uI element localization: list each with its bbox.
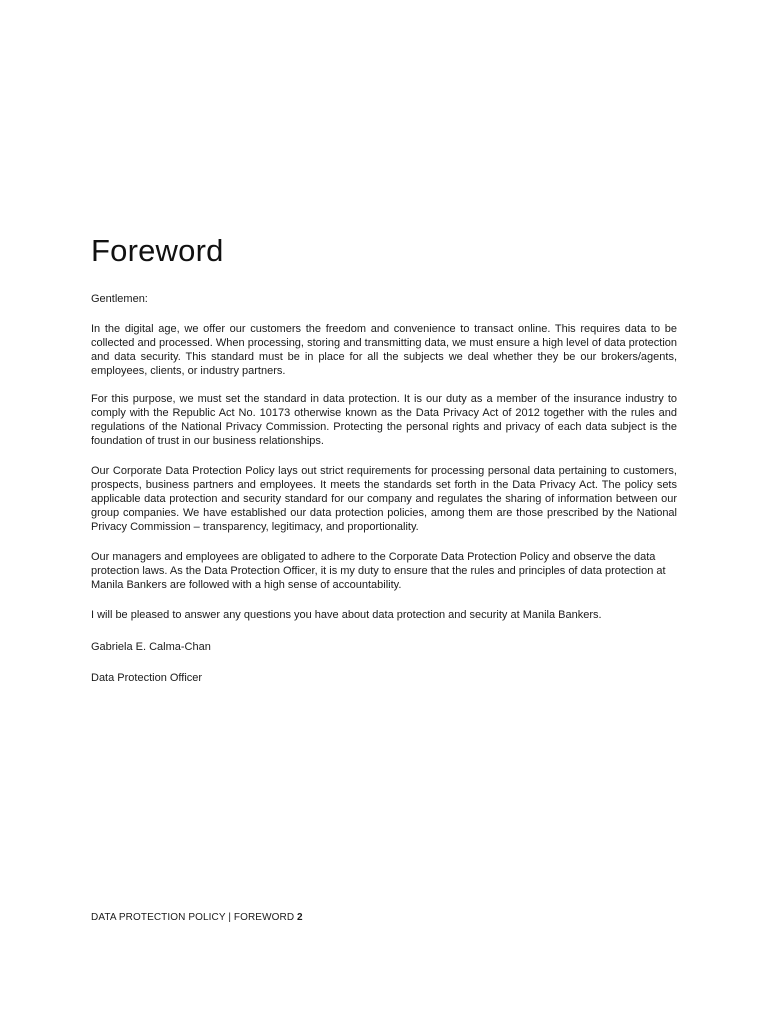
paragraph-1: In the digital age, we offer our customers the freedom and convenience to transact online. This requires data to be collected and processed. When processing, storing and transmitting data, we must ensure a high level of data protection and data security. This standard must be in place for all the subjects we deal whether they be our brokers/agents, employees, clients, or industry partners. [91,323,677,377]
signature-name: Gabriela E. Calma-Chan [91,641,211,653]
paragraph-2: For this purpose, we must set the standard in data protection. It is our duty as a member of the insurance industry to comply with the Republic Act No. 10173 otherwise known as the Data Privacy Act of 2012 together with the rules and regulations of the National Privacy Commission. Protecting the personal rights and privacy of each data subject is the foundation of trust in our business relationships. [91,393,677,447]
paragraph-3: Our Corporate Data Protection Policy lays out strict requirements for processing personal data pertaining to customers, prospects, business partners and employees. It meets the standards set forth in the Data Privacy Act. The policy sets applicable data protection and security standard for our company and regulates the sharing of information between our group companies. We have established our data protection policies, among them are those prescribed by the National Privacy Commission – transparency, legitimacy, and proportionality. [91,465,677,533]
paragraph-5: I will be pleased to answer any questions you have about data protection and security at Manila Bankers. [91,609,602,621]
page-title: Foreword [91,233,224,268]
page-footer [91,911,303,924]
page-number: 2 [297,912,303,923]
signature-title: Data Protection Officer [91,672,203,684]
footer-label: DATA PROTECTION POLICY | FOREWORD [91,912,298,923]
salutation: Gentlemen: [91,293,148,305]
paragraph-4: Our managers and employees are obligated to adhere to the Corporate Data Protection Policy and observe the data protection laws. As the Data Protection Officer, it is my duty to ensure that the rules and principles of data protection at Manila Bankers are followed with a high sense of accountability. [91,551,666,591]
